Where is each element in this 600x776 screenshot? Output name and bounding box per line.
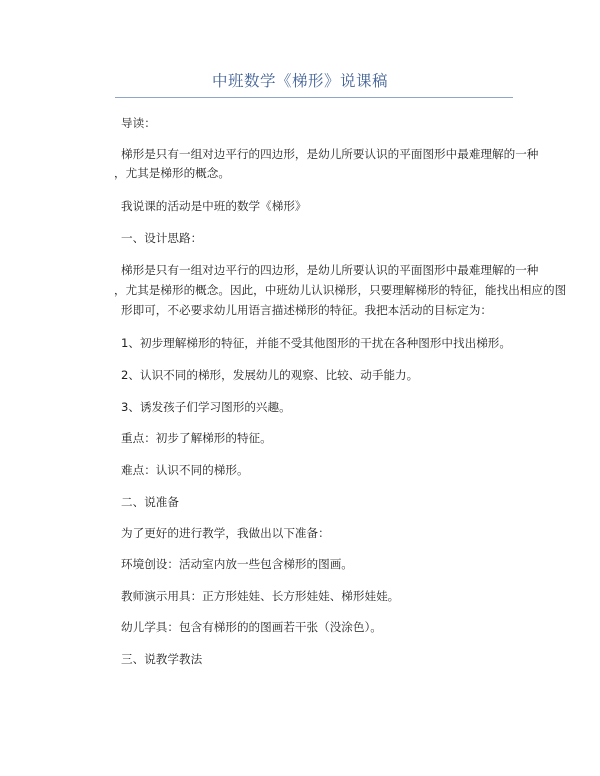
paragraph-line: ，尤其是梯形的概念。因此，中班幼儿认识梯形，只要理解梯形的特征，能找出相应的图 <box>114 283 567 297</box>
title-underline <box>115 97 513 98</box>
paragraph-line: 梯形是只有一组对边平行的四边形，是幼儿所要认识的平面图形中最难理解的一种 <box>121 147 539 161</box>
paragraph-line: 梯形是只有一组对边平行的四边形，是幼儿所要认识的平面图形中最难理解的一种 <box>121 263 539 277</box>
difficult-point: 难点：认识不同的梯形。 <box>121 463 249 477</box>
paragraph-line: ，尤其是梯形的概念。 <box>114 166 230 180</box>
intro-label: 导读： <box>121 116 156 130</box>
section-heading-preparation: 二、说准备 <box>121 495 179 509</box>
section-heading-methods: 三、说教学教法 <box>121 652 203 666</box>
paragraph-line: 我说课的活动是中班的数学《梯形》 <box>121 199 307 213</box>
paragraph-line: 为了更好的进行教学，我做出以下准备： <box>121 526 330 540</box>
document-title: 中班数学《梯形》说课稿 <box>211 72 388 90</box>
preparation-item: 教师演示用具：正方形娃娃、长方形娃娃、梯形娃娃。 <box>121 589 400 603</box>
objective-item: 2、认识不同的梯形，发展幼儿的观察、比较、动手能力。 <box>121 368 419 382</box>
objective-item: 3、诱发孩子们学习图形的兴趣。 <box>121 400 291 414</box>
key-point: 重点：初步了解梯形的特征。 <box>121 431 272 445</box>
section-heading-design: 一、设计思路： <box>121 231 203 245</box>
objective-item: 1、初步理解梯形的特征，并能不受其他图形的干扰在各种图形中找出梯形。 <box>121 336 511 350</box>
preparation-item: 幼儿学具：包含有梯形的的图画若干张（没涂色）。 <box>121 620 382 634</box>
paragraph-line: 形即可，不必要求幼儿用语言描述梯形的特征。我把本活动的目标定为： <box>121 303 493 317</box>
preparation-item: 环境创设：活动室内放一些包含梯形的图画。 <box>121 557 353 571</box>
